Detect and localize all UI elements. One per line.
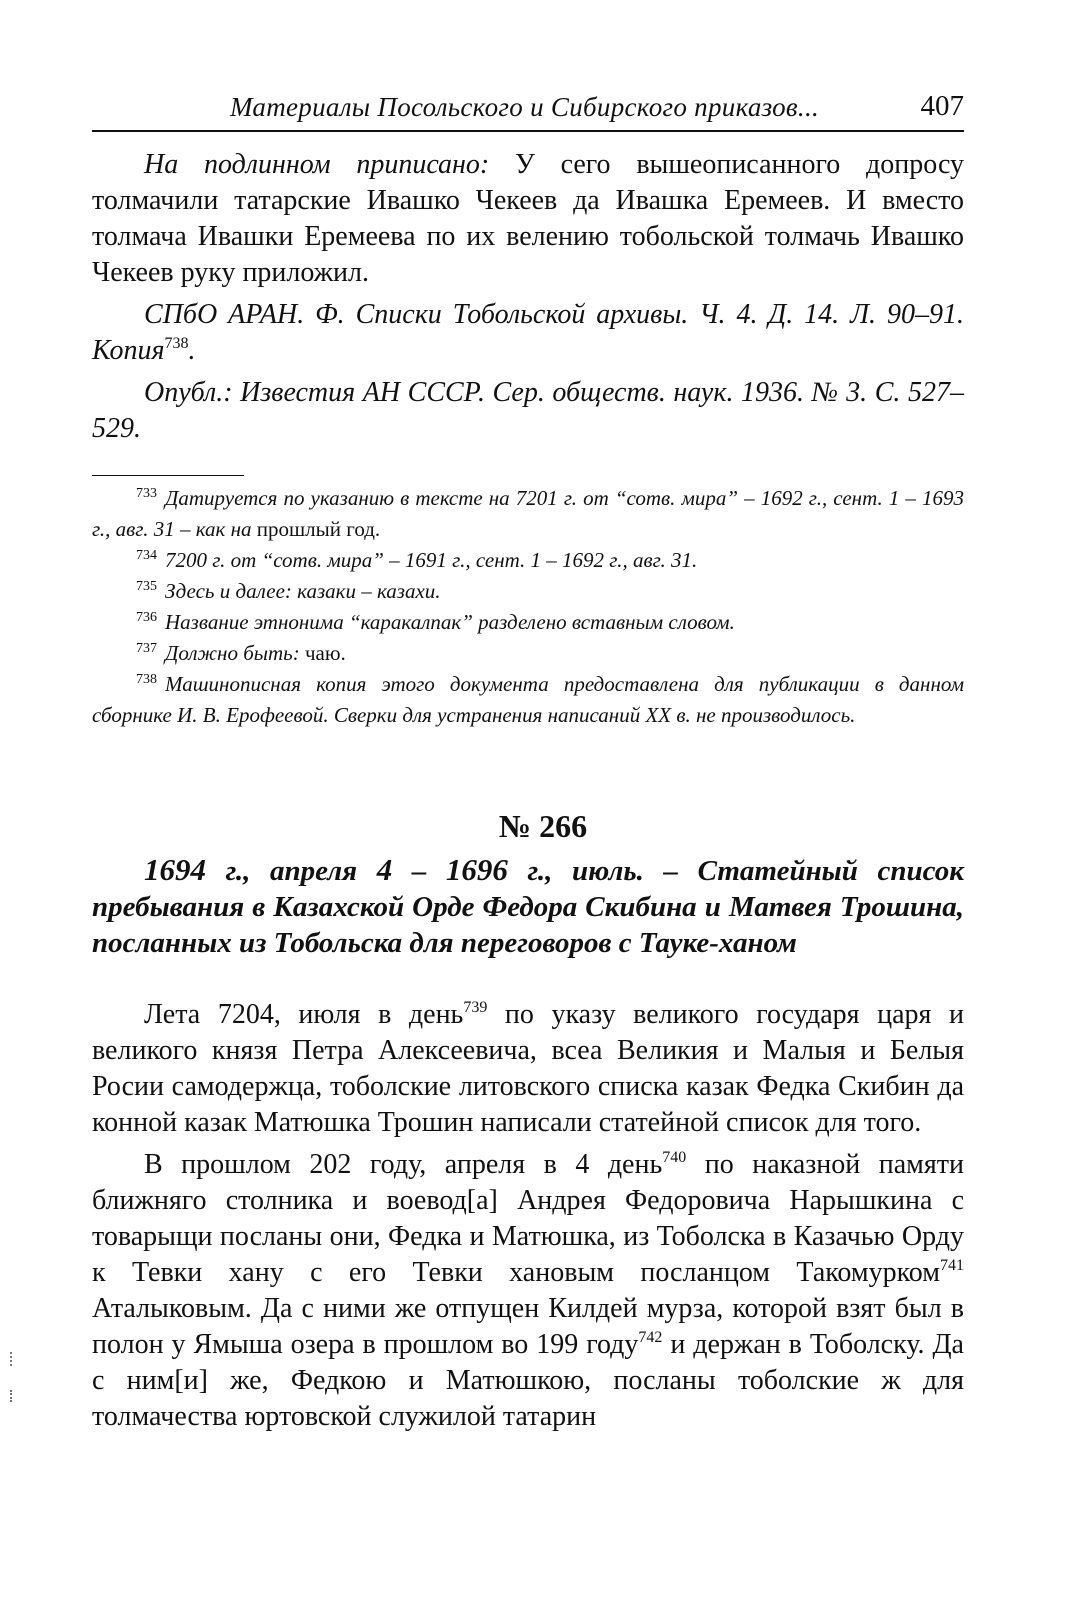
footnote-number: 733	[136, 486, 157, 501]
publication-reference: Опубл.: Известия АН СССР. Сер. обществ. наук. 1936. № 3. С. 527–529.	[92, 377, 964, 444]
footnote-736: $^{736}$ Название этнонима “каракалпак” разделено вставным словом.	[136, 610, 735, 634]
body-paragraph-2: В прошлом 202 году, апреля в 4 день$^{740}$ по наказной памяти ближняго столника и воевод[а] Андрея Федоровича Нарышкина с товарыщи посланы они, Федка и Матюшка, из Тоболска в Казачью Орду к Тевки хану с его Тевки хановым посланцом Такомурком$^{741}$ Аталыковым. Да с ними же отпущен Килдей мурза, которой взят был в полон у Ямыша озера в прошлом во 199 году$^{742}$ и держан в Тоболску. Да с ним[и] же, Федкою и Матюшкою, посланы тоболские ж для толмачества юртовской служилой татарин	[92, 1149, 964, 1432]
footnote-ref-740: 740	[662, 1149, 687, 1166]
archive-reference: СПбО АРАН. Ф. Списки Тобольской архивы. Ч. 4. Д. 14. Л. 90–91. Копия$^{738}$.	[92, 299, 964, 366]
page-header	[92, 90, 964, 132]
document-title: 1694 г., апреля 4 – 1696 г., июль. – Статейный список пребывания в Казахской Орде Федора Скибина и Матвея Трошина, посланных из Тобольска для переговоров с Тауке-ханом	[92, 852, 965, 959]
body-paragraph-1: Лета 7204, июля в день$^{739}$ по указу великого государя царя и великого князя Петра Алексеевича, всеа Великия и Малыя и Белыя Росии самодержца, тоболские литовского списка казак Федка Скибин да конной казак Матюшка Трошин написали статейной список для того.	[92, 999, 964, 1138]
footnote-737: $^{737}$ Должно быть: чаю.	[136, 641, 346, 665]
footnote-735: $^{735}$ Здесь и далее: казаки – казахи.	[136, 579, 441, 603]
document-number: № 266	[498, 808, 588, 844]
running-title: Материалы Посольского и Сибирского приказов...	[230, 92, 820, 122]
scan-edge-mark	[10, 1352, 12, 1366]
footnote-number: 735	[136, 579, 157, 594]
footnote-number: 734	[136, 548, 157, 563]
footnotes	[92, 483, 964, 731]
footnote-738: $^{738}$ Машинописная копия этого документа предоставлена для публикации в данном сборнике И. В. Ерофеевой. Сверки для устранения написаний XX в. не производилось.	[92, 672, 964, 727]
page-number: 407	[920, 90, 964, 122]
footnote-number: 737	[136, 641, 157, 656]
footnote-733: $^{733}$ Датируется по указанию в тексте на 7201 г. от “сотв. мира” – 1692 г., сент. 1 – 1693 г., авг. 31 – как на прошлый год.	[92, 486, 964, 541]
footnote-734: $^{734}$ 7200 г. от “сотв. мира” – 1691 г., сент. 1 – 1692 г., авг. 31.	[136, 548, 698, 572]
document-body	[92, 997, 964, 1435]
footnote-ref-741: 741	[940, 1257, 964, 1274]
footnote-number: 736	[136, 610, 157, 625]
footnote-number: 738	[136, 672, 157, 687]
scan-edge-mark	[10, 1390, 12, 1402]
footnote-ref-739: 739	[463, 999, 488, 1016]
footnote-ref-742: 742	[638, 1329, 663, 1346]
footnote-separator	[92, 475, 244, 476]
document-ending	[92, 147, 964, 447]
original-note-text: У сего вышеописанного допросу толмачили татарские Ивашко Чекеев да Ивашка Еремеев. И вместо толмача Ивашки Еремеева по их велению тобольской толмачь Ивашко Чекеев руку приложил.	[92, 149, 964, 288]
footnote-ref-738: 738	[164, 335, 189, 352]
original-note-label: На подлинном приписано:	[144, 149, 490, 180]
original-note-paragraph	[92, 147, 964, 291]
